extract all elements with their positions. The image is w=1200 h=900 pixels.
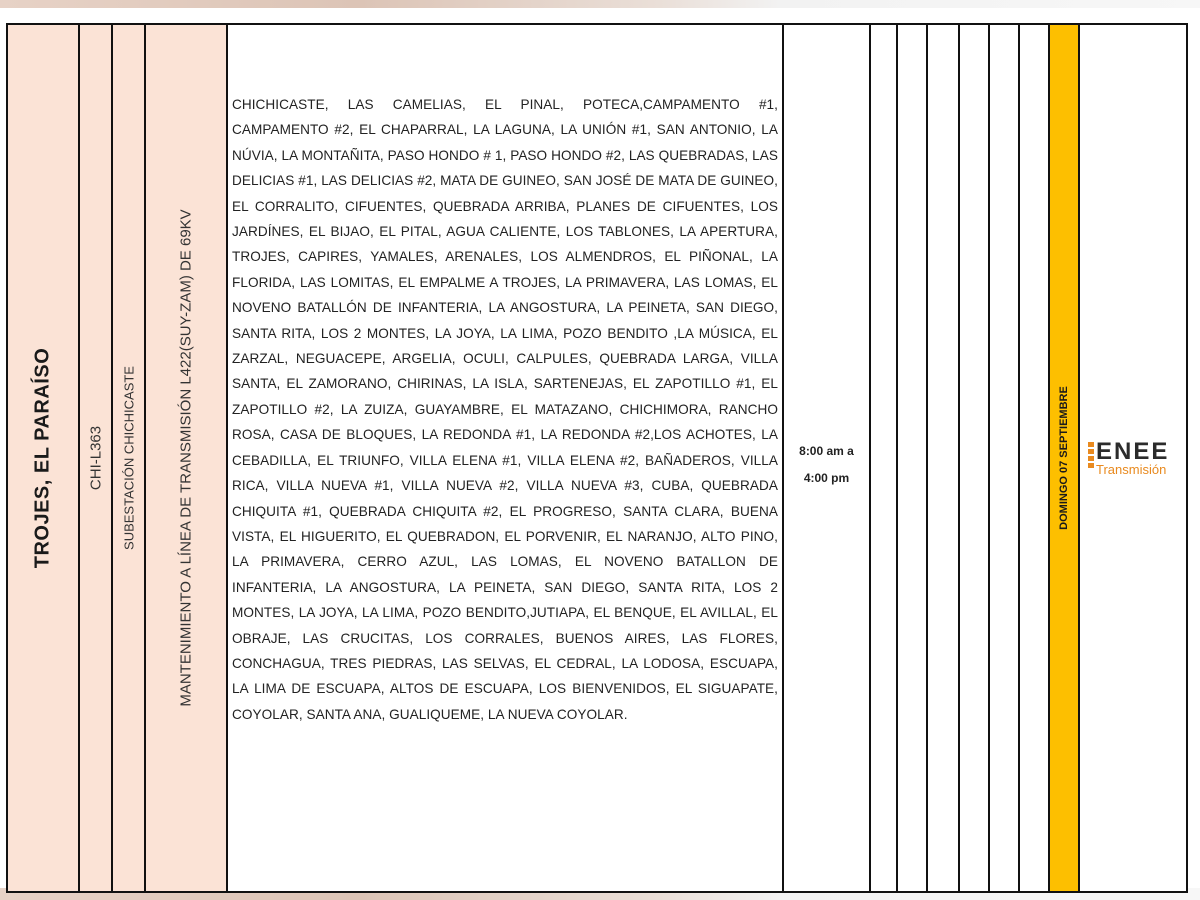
date-cell [1050,25,1080,891]
time-start: 8:00 am a [799,444,854,458]
logo-name: ENEE [1096,438,1170,465]
location-cell [8,25,80,891]
schedule-time-cell [784,25,871,891]
location-text: TROJES, EL PARAÍSO [31,347,54,569]
work-description-cell [146,25,228,891]
empty-cell-1 [871,25,898,891]
work-description-text: MANTENIMIENTO A LÍNEA DE TRANSMISIÓN L422(SUY-ZAM) DE 69KV [177,209,195,707]
empty-cell-5 [990,25,1020,891]
time-end: 4:00 pm [803,471,850,485]
empty-cell-2 [898,25,928,891]
logo-cell [1080,25,1185,891]
circuit-code-text: CHI-L363 [87,425,104,491]
outage-schedule-table [6,23,1188,893]
circuit-code-cell [80,25,113,891]
logo-subtitle: Transmisión [1096,462,1167,477]
empty-cell-3 [928,25,960,891]
empty-cell-6 [1020,25,1050,891]
affected-communities-cell [228,25,784,891]
document-page [0,8,1200,888]
enee-logo-mark-icon [1088,442,1094,470]
substation-cell [113,25,146,891]
date-text: DOMINGO 07 SEPTIEMBRE [1058,386,1070,530]
substation-text: SUBESTACIÓN CHICHICASTE [121,366,136,550]
schedule-time [784,438,869,492]
empty-cell-4 [960,25,990,891]
affected-communities-text: CHICHICASTE, LAS CAMELIAS, EL PINAL, POTECA,CAMPAMENTO #1, CAMPAMENTO #2, EL CHAPARRAL, LA LAGUNA, LA UNIÓN #1, SAN ANTONIO, LA NÚVIA, LA MONTAÑITA, PASO HONDO # 1, PASO HONDO #2, LAS QUEBRADAS, LAS DELICIAS #1, LAS DELICIAS #2, MATA DE GUINEO, SAN JOSÉ DE MATA DE GUINEO, EL CORRALITO, CIFUENTES, QUEBRADA ARRIBA, PLANES DE CIFUENTES, LOS JARDÍNES, EL BIJAO, EL PITAL, AGUA CALIENTE, LOS TABLONES, LA APERTURA, TROJES, CAPIRES, YAMALES, ARENALES, LOS ALMENDROS, EL PIÑONAL, LA FLORIDA, LAS LOMITAS, EL EMPALME A TROJES, LA PRIMAVERA, LAS LOMAS, EL NOVENO BATALLÓN DE INFANTERIA, LA ANGOSTURA, LA PEINETA, SAN DIEGO, SANTA RITA, LOS 2 MONTES, LA JOYA, LA LIMA, POZO BENDITO ,LA MÚSICA, EL ZARZAL, NEGUACEPE, ARGELIA, OCULI, CALPULES, QUEBRADA LARGA, VILLA SANTA, EL ZAMORANO, CHIRINAS, LA ISLA, SARTENEJAS, EL ZAPOTILLO #1, EL ZAPOTILLO #2, LA ZUIZA, GUAYAMBRE, EL MATAZANO, CHICHIMORA, RANCHO ROSA, CASA DE BLOQUES, LA REDONDA #1, LA REDONDA #2,LOS ACHOTES, LA CEBADILLA, EL TRIUNFO, VILLA ELENA #1, VILLA ELENA #2, BAÑADEROS, VILLA RICA, VILLA NUEVA #1, VILLA NUEVA #2, VILLA NUEVA #3, CUBA, QUEBRADA CHIQUITA #1, QUEBRADA CHIQUITA #2, EL PROGRESO, SANTA CLARA, BUENA VISTA, EL HIGUERITO, EL QUEBRADON, EL PORVENIR, EL NARANJO, ALTO PINO, LA PRIMAVERA, CERRO AZUL, LAS LOMAS, EL NOVENO BATALLON DE INFANTERIA, LA ANGOSTURA, LA PEINETA, SAN DIEGO, SANTA RITA, LOS 2 MONTES, LA JOYA, LA LIMA, POZO BENDITO,JUTIAPA, EL BENQUE, EL AVILLAL, EL OBRAJE, LAS CRUCITAS, LOS CORRALES, BUENOS AIRES, LAS FLORES, CONCHAGUA, TRES PIEDRAS, LAS SELVAS, EL CEDRAL, LA LODOSA, ESCUAPA, LA LIMA DE ESCUAPA, ALTOS DE ESCUAPA, LOS BIENVENIDOS, EL SIGUAPATE, COYOLAR, SANTA ANA, GUALIQUEME, LA NUEVA COYOLAR. [232,97,778,722]
enee-logo [1088,438,1170,477]
